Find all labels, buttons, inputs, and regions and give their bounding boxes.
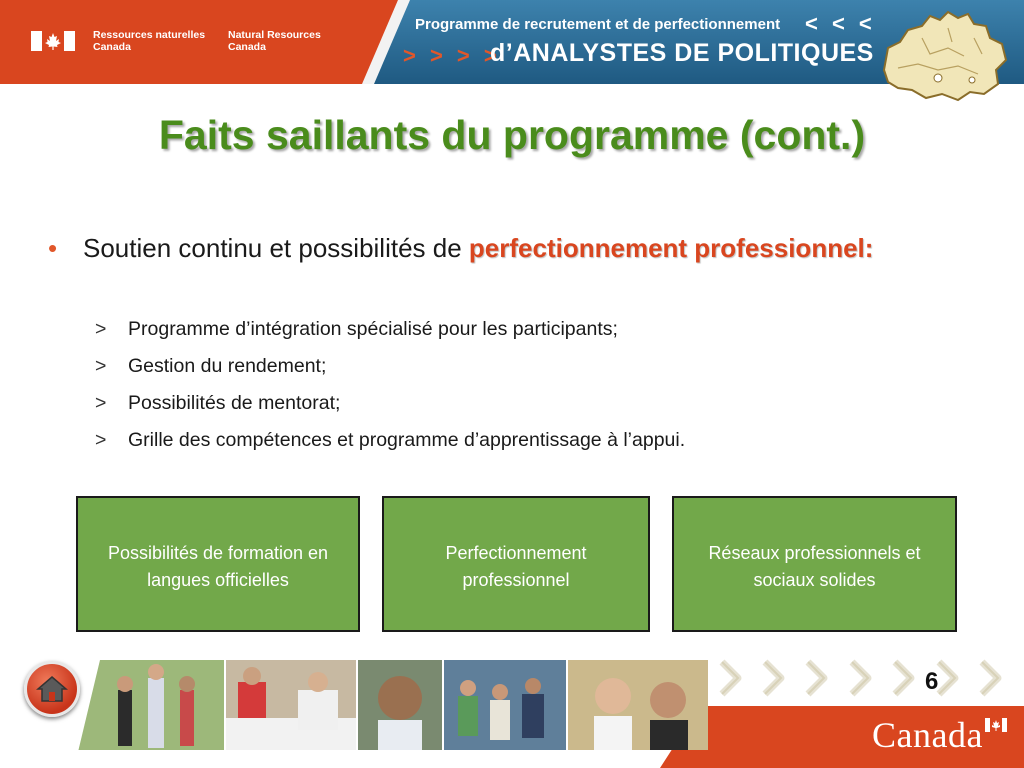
photo-smiling-man (358, 660, 442, 750)
department-fr-line1: Ressources naturelles (93, 29, 206, 41)
program-title-line1: Programme de recrutement et de perfectionnement (415, 16, 781, 33)
feature-box-text: Réseaux professionnels et sociaux solides (708, 543, 921, 590)
feature-box-professional-development (382, 496, 650, 632)
bullet-text (83, 232, 903, 264)
feature-box-text: Perfectionnement professionnel (445, 543, 587, 590)
bullet-marker: • (48, 233, 58, 263)
sub-marker: > (95, 355, 107, 377)
program-title-line2: d’ANALYSTES DE POLITIQUES (490, 39, 874, 67)
photo-group-walking (78, 660, 224, 750)
header-banner (0, 0, 1024, 84)
feature-box-text: Possibilités de formation en langues officielles (107, 543, 329, 590)
department-name-fr (93, 29, 205, 53)
sub-marker: > (95, 429, 107, 451)
department-en-line1: Natural Resources (228, 29, 321, 41)
department-en-line2: Canada (228, 41, 266, 53)
canada-flag-icon (31, 31, 75, 51)
chevron-icon: < < < (805, 11, 876, 36)
photo-two-people (568, 660, 708, 750)
feature-box-language-training (76, 496, 360, 632)
canada-map-icon (878, 8, 1010, 108)
sub-marker: > (95, 392, 107, 414)
photo-meeting-table (226, 660, 356, 750)
bullet-text-plain: Soutien continu et possibilités de (83, 233, 469, 263)
sub-item-text: Programme d’intégration spécialisé pour les participants; (128, 318, 618, 340)
home-button[interactable] (24, 661, 80, 717)
feature-box-networks (672, 496, 957, 632)
sub-item-text: Possibilités de mentorat; (128, 392, 341, 414)
bullet-text-highlight: perfectionnement professionnel: (468, 233, 874, 263)
photo-strip (78, 660, 708, 750)
sub-marker: > (95, 318, 107, 340)
photo-group-seated (444, 660, 566, 750)
canada-wordmark: Canada (872, 715, 983, 755)
canada-flag-icon (985, 718, 1007, 732)
chevron-icon: > > > > (403, 43, 501, 68)
sub-item-text: Gestion du rendement; (128, 355, 327, 377)
sub-item-text: Grille des compétences et programme d’apprentissage à l’appui. (128, 429, 686, 451)
department-name-en (228, 29, 321, 53)
home-icon (36, 673, 68, 705)
department-fr-line2: Canada (93, 41, 131, 53)
slide-title: Faits saillants du programme (cont.) (158, 112, 866, 158)
page-number: 6 (925, 668, 939, 695)
